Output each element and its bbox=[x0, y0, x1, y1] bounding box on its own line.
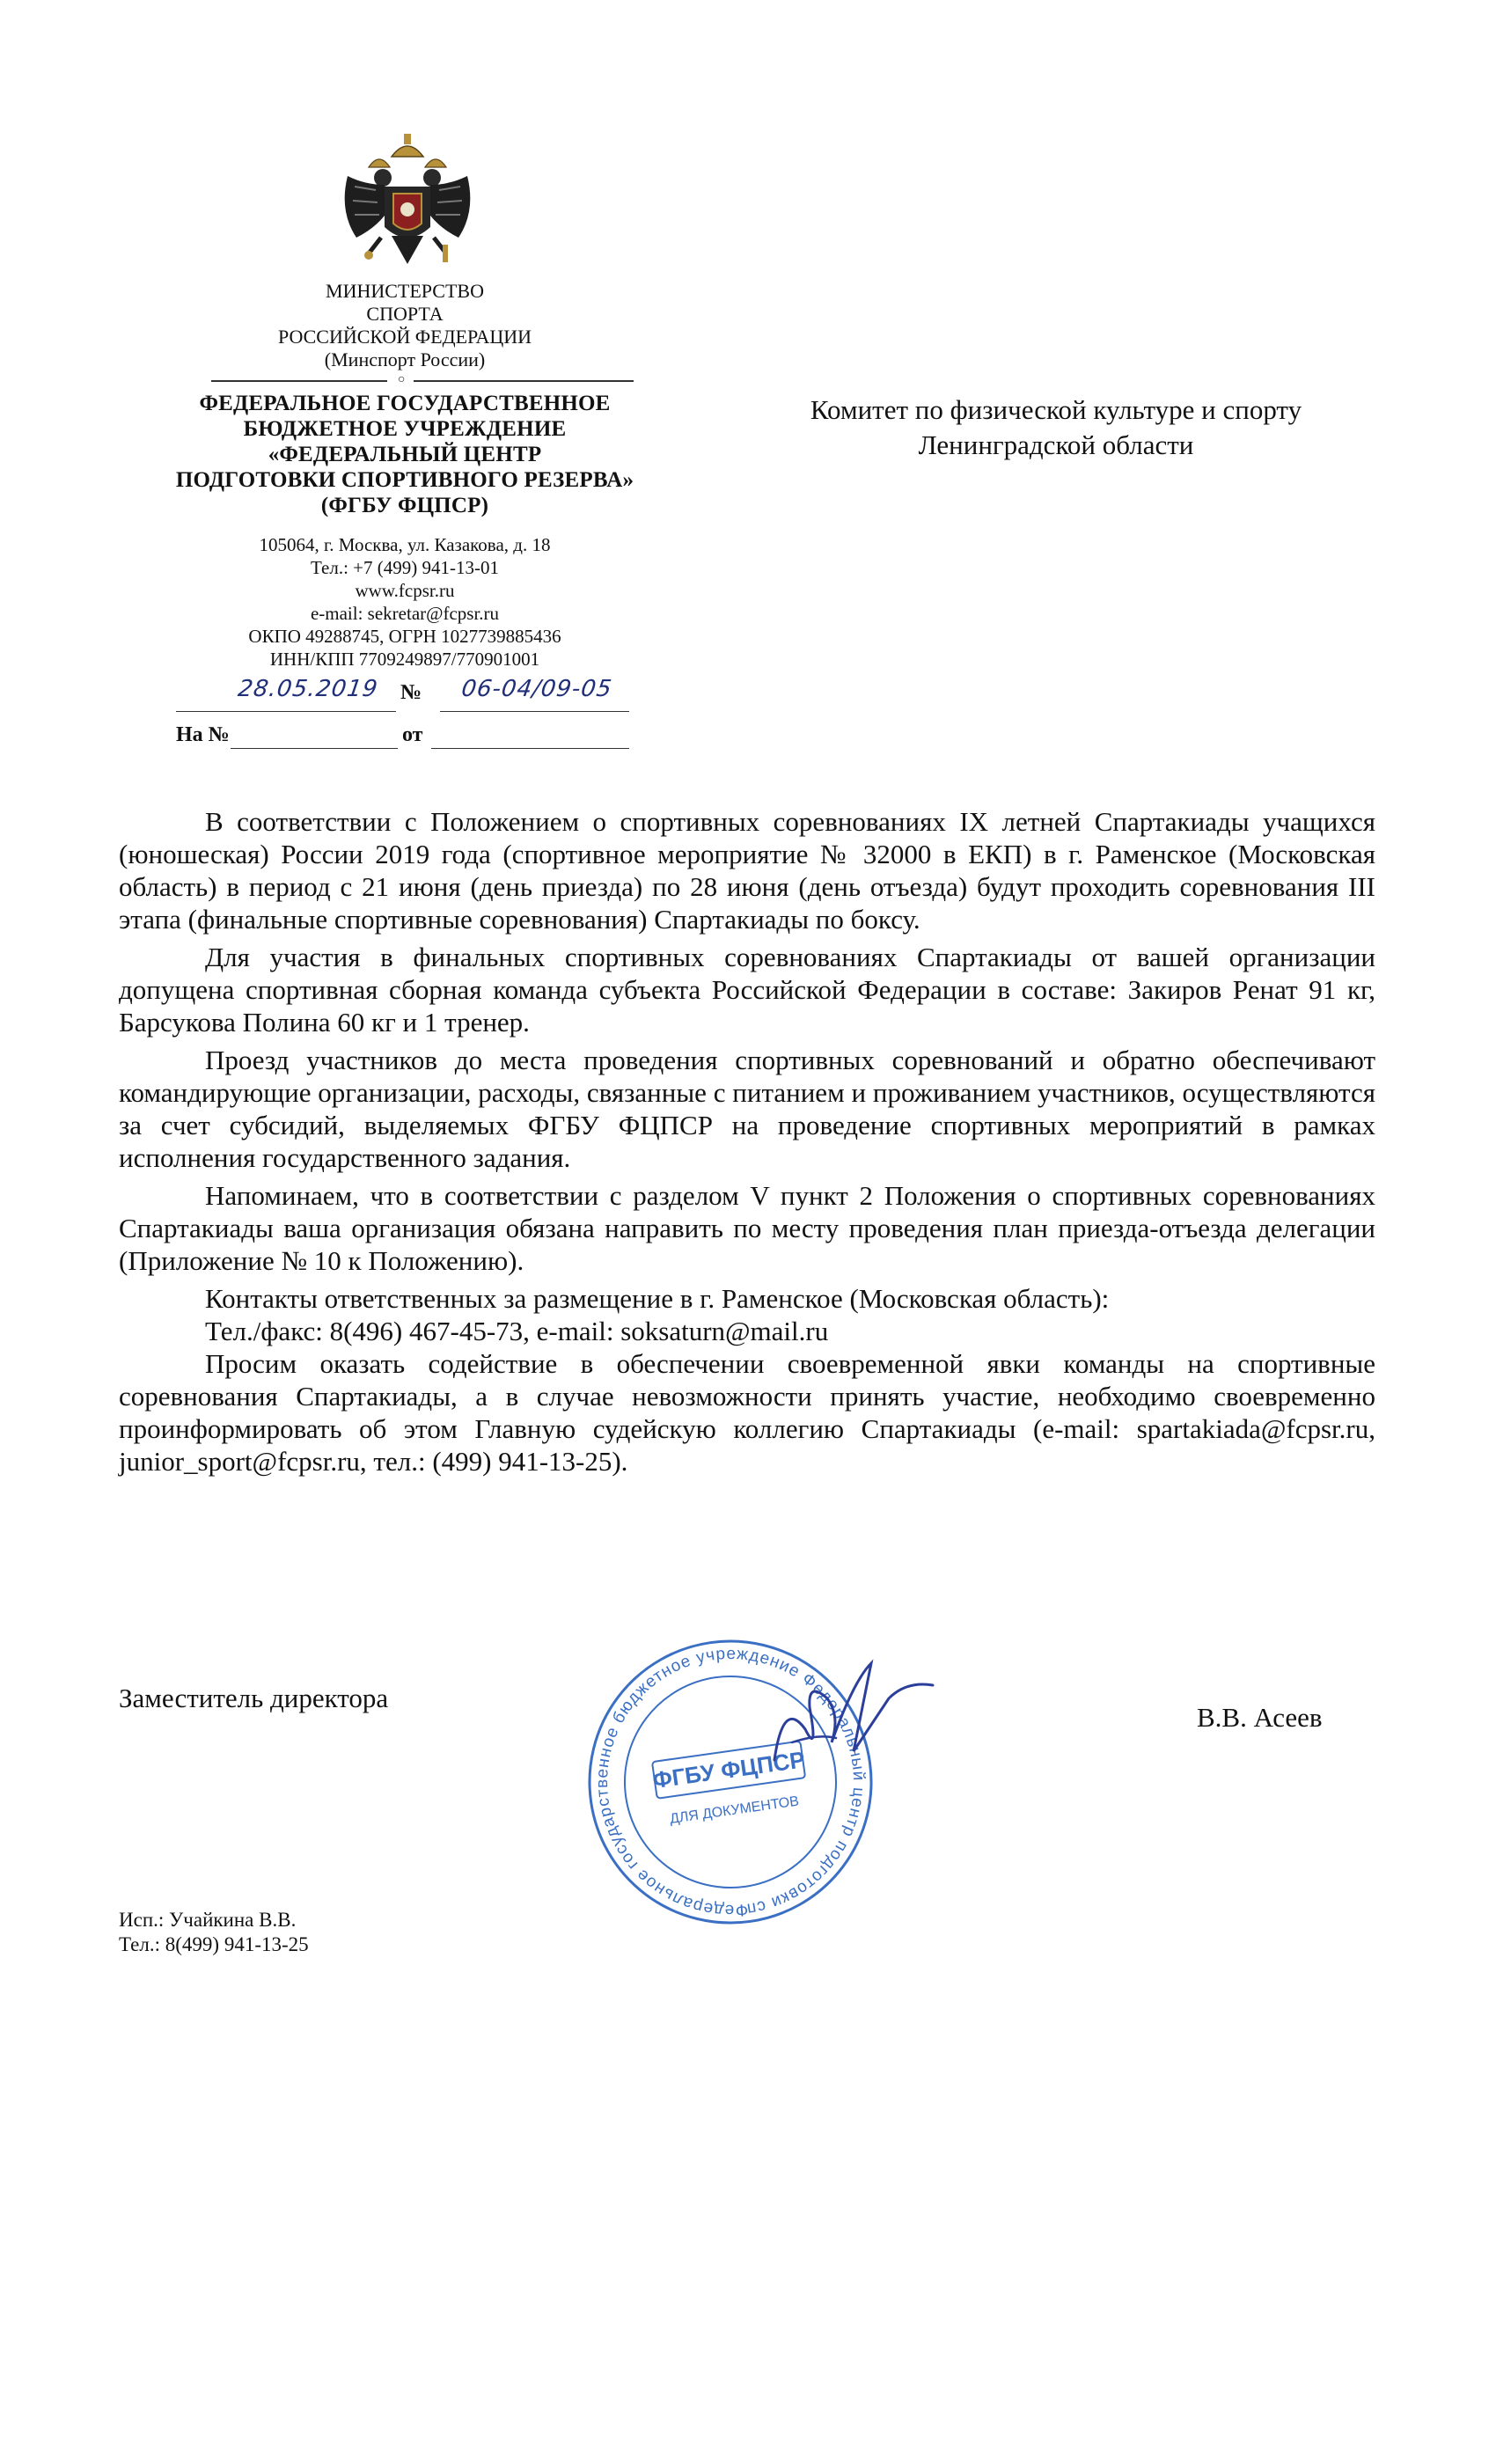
outgoing-number: 06-04/09-05 bbox=[459, 676, 614, 702]
ministry-line: (Минспорт России) bbox=[324, 348, 486, 370]
ministry-line: СПОРТА bbox=[366, 303, 444, 325]
body-paragraph: Для участия в финальных спортивных соревнованиях Спартакиады от вашей организации допущена спортивная сборная команда субъекта Российской Федерации в составе: Закиров Ренат 91 кг, Барсукова Полина 60 кг и 1 тренер. bbox=[119, 942, 1375, 1038]
signatory-name: В.В. Асеев bbox=[1197, 1702, 1323, 1733]
signatory-title: Заместитель директора bbox=[119, 1683, 389, 1713]
okpo-ogrn-line: ОКПО 49288745, ОГРН 1027739885436 bbox=[248, 626, 561, 647]
body-paragraph: В соответствии с Положением о спортивных соревнованиях IX летней Спартакиады учащихся (юношеская) России 2019 года (спортивное мероприятие № 32000 в ЕКП) в г. Раменское (Московская область) в период с 21 июня (день приезда) по 28 июня (день отъезда) будут проходить соревнования III этапа (финальные спортивные соревнования) Спартакиады по боксу. bbox=[119, 806, 1375, 935]
executor-phone: Тел.: 8(499) 941-13-25 bbox=[119, 1933, 309, 1955]
reference-number-blank bbox=[231, 748, 398, 749]
address-line: 105064, г. Москва, ул. Казакова, д. 18 bbox=[259, 534, 551, 555]
phone-line: Тел.: +7 (499) 941-13-01 bbox=[311, 557, 499, 578]
outgoing-date-number bbox=[176, 676, 634, 715]
institution-line: «ФЕДЕРАЛЬНЫЙ ЦЕНТР bbox=[268, 443, 542, 466]
ministry-line: РОССИЙСКОЙ ФЕДЕРАЦИИ bbox=[277, 326, 532, 348]
contact-phone-email: Тел./факс: 8(496) 467-45-73, e-mail: soksaturn@mail.ru bbox=[205, 1316, 829, 1346]
institution-contacts bbox=[114, 533, 695, 671]
reference-number-label: На № bbox=[176, 723, 230, 746]
body-paragraph: Просим оказать содействие в обеспечении своевременной явки команды на спортивные соревнования Спартакиады, а в случае невозможности принять участие, необходимо своевременно проинформировать об этом Главную судейскую коллегию Спартакиады (e-mail: spartakiada@fcpsr.ru, junior_sport@fcpsr.ru, тел.: (499) 941-13-25). bbox=[119, 1348, 1375, 1477]
email-line: e-mail: sekretar@fcpsr.ru bbox=[310, 603, 500, 624]
website-line: www.fcpsr.ru bbox=[355, 580, 455, 601]
addressee-line: Ленинградской области bbox=[918, 429, 1194, 460]
number-underline bbox=[440, 711, 629, 712]
stamp-center-text: ФГБУ ФЦПСР bbox=[650, 1746, 807, 1794]
institution-line: ПОДГОТОВКИ СПОРТИВНОГО РЕЗЕРВА» bbox=[175, 468, 634, 492]
reference-date-blank bbox=[431, 748, 629, 749]
reference-from-label: от bbox=[402, 723, 423, 746]
executor-info bbox=[119, 1908, 309, 1957]
executor-name: Исп.: Учайкина В.В. bbox=[119, 1909, 297, 1931]
divider-dot-icon: ○ bbox=[398, 373, 406, 386]
number-label: № bbox=[400, 681, 422, 704]
institution-line: ФЕДЕРАЛЬНОЕ ГОСУДАРСТВЕННОЕ bbox=[199, 392, 611, 415]
reference-line bbox=[176, 723, 634, 755]
date-underline bbox=[176, 711, 396, 712]
ministry-line: МИНИСТЕРСТВО bbox=[326, 280, 484, 302]
addressee-block bbox=[748, 392, 1364, 463]
stamp-ring-text: Федеральное государственное бюджетное учреждение Федеральный центр подготовки спортивного bbox=[593, 1644, 869, 1920]
eagle-emblem-icon bbox=[330, 132, 485, 277]
inn-kpp-line: ИНН/КПП 7709249897/770901001 bbox=[269, 649, 540, 670]
outgoing-date: 28.05.2019 bbox=[236, 676, 380, 702]
addressee-line: Комитет по физической культуре и спорту bbox=[810, 394, 1302, 425]
handwritten-signature-icon bbox=[757, 1646, 950, 1795]
body-paragraph: Проезд участников до места проведения спортивных соревнований и обратно обеспечивают командирующие организации, расходы, связанные с питанием и проживанием участников, осуществляются за счет субсидий, выделяемых ФГБУ ФЦПСР на проведение спортивных мероприятий в рамках исполнения государственного задания. bbox=[119, 1045, 1375, 1173]
body-paragraph: Напоминаем, что в соответствии с разделом V пункт 2 Положения о спортивных соревнованиях Спартакиады ваша организация обязана направить по месту проведения план приезда-отъезда делегации (Приложение № 10 к Положению). bbox=[119, 1180, 1375, 1276]
ministry-name bbox=[114, 280, 695, 371]
stamp-sub-text: ДЛЯ ДОКУМЕНТОВ bbox=[669, 1793, 800, 1827]
institution-name bbox=[114, 391, 695, 518]
body-paragraph: Контакты ответственных за размещение в г. Раменское (Московская область): bbox=[205, 1283, 1110, 1314]
divider-rule bbox=[211, 380, 387, 382]
institution-line: (ФГБУ ФЦПСР) bbox=[320, 494, 489, 517]
letter-body bbox=[119, 805, 1375, 1483]
divider-rule bbox=[414, 380, 634, 382]
institution-line: БЮДЖЕТНОЕ УЧРЕЖДЕНИЕ bbox=[243, 417, 567, 441]
